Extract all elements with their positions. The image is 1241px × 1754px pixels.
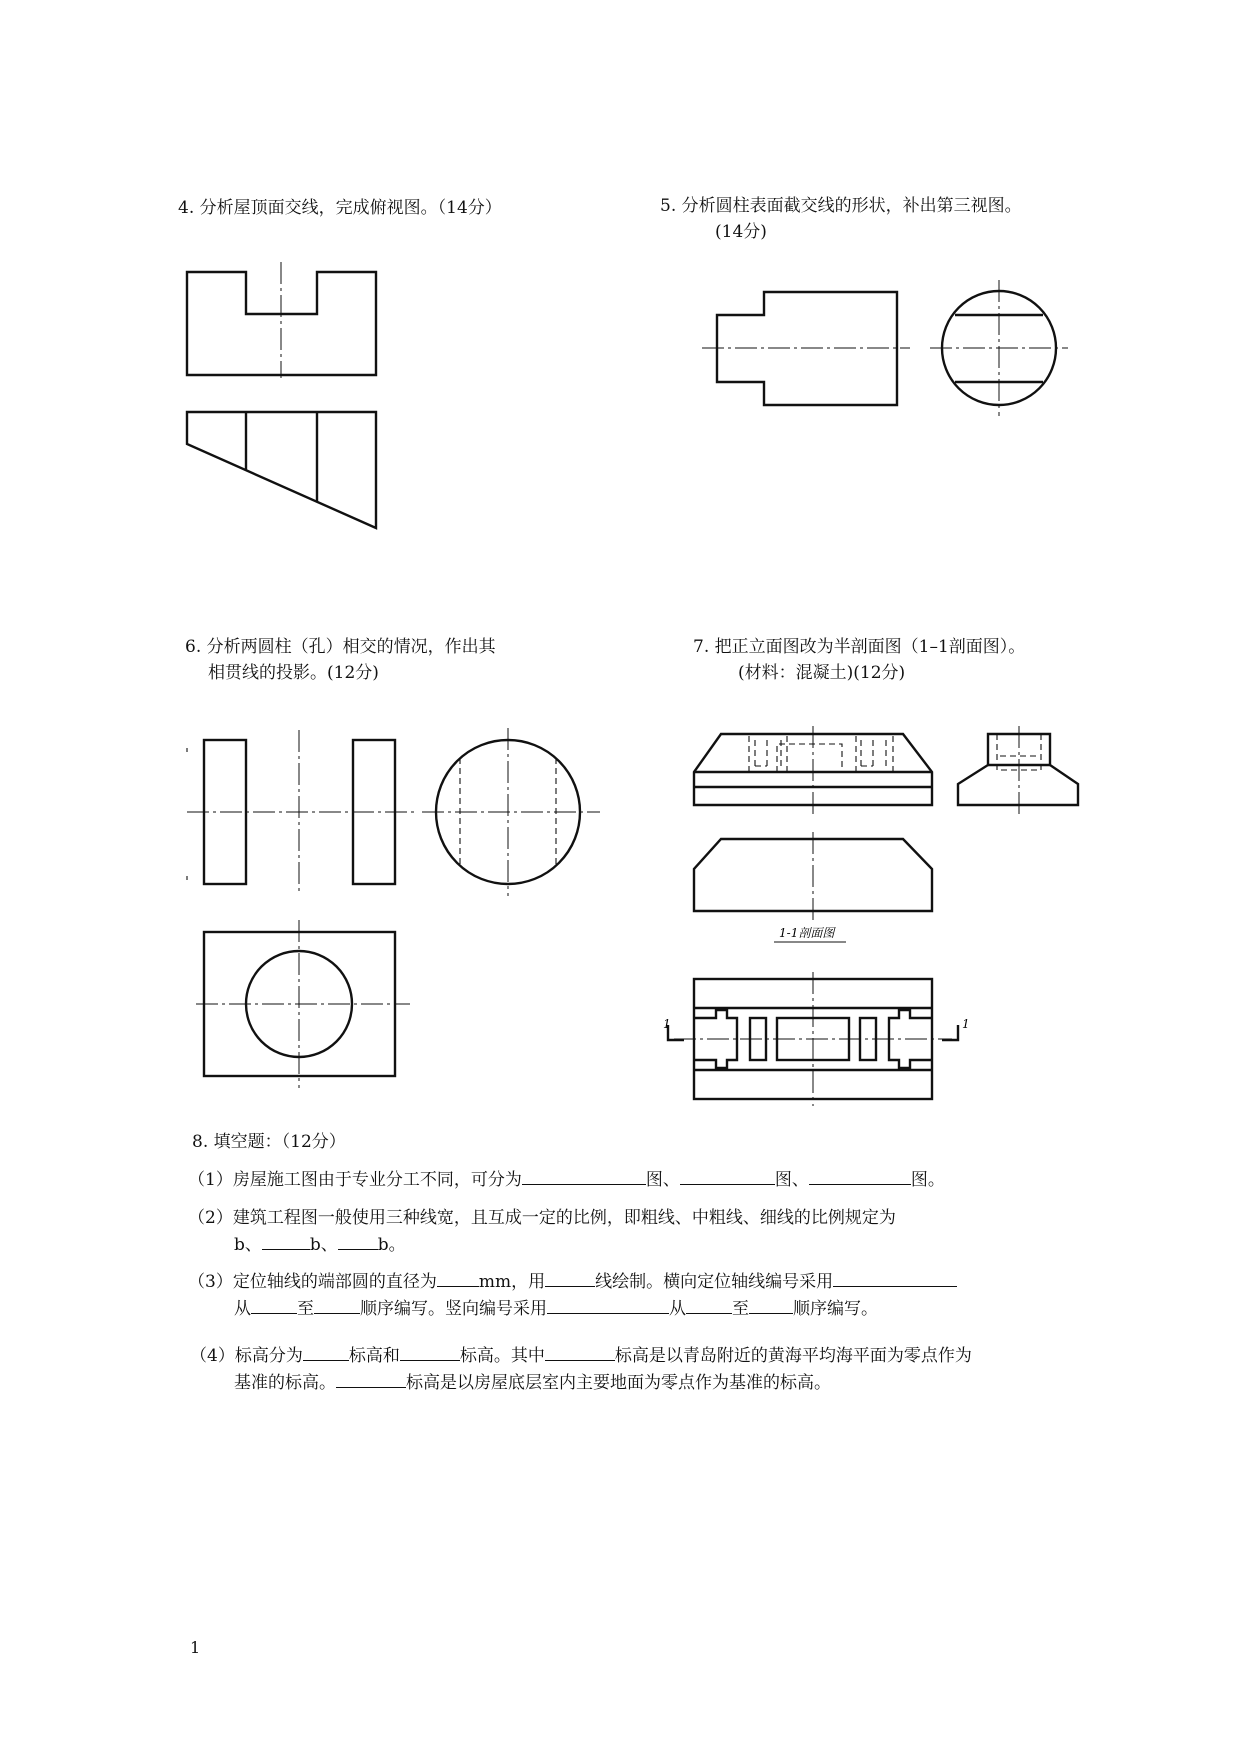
blank-line-type[interactable]: [545, 1268, 595, 1287]
blank-horizontal-to[interactable]: [314, 1295, 360, 1314]
fill-in-item-4-line1: [190, 1342, 972, 1369]
q5-side-view: [930, 280, 1068, 416]
item2-b2: b、: [309, 1235, 338, 1255]
blank-drawing-type-2[interactable]: [680, 1166, 775, 1185]
item4-p6: 标高是以房屋底层室内主要地面为零点作为基准的标高。: [406, 1373, 831, 1393]
q5-front-view: [702, 292, 910, 405]
item3-p3: 线绘制。横向定位轴线编号采用: [595, 1272, 834, 1292]
item3-p2: mm，用: [478, 1272, 546, 1292]
item1-suffix-1: 图、: [645, 1170, 680, 1190]
item3-p4: 从: [234, 1299, 251, 1319]
blank-elevation-type-2[interactable]: [400, 1342, 460, 1361]
blank-horizontal-numbering[interactable]: [833, 1268, 957, 1287]
fill-in-item-1: [188, 1166, 945, 1193]
blank-vertical-to[interactable]: [749, 1295, 793, 1314]
fill-in-item-2-line1: （2）建筑工程图一般使用三种线宽，且互成一定的比例，即粗线、中粗线、细线的比例规定为: [188, 1208, 896, 1228]
fill-in-item-2-line2: [234, 1231, 406, 1258]
item4-p4: 标高是以青岛附近的黄海平均海平面为零点作为: [614, 1346, 972, 1366]
cut-mark-left: 1: [663, 1017, 671, 1031]
item4-p3: 标高。其中: [459, 1346, 545, 1366]
question-5-line1: 5. 分析圆柱表面截交线的形状，补出第三视图。: [660, 196, 1022, 216]
item3-p1: （3）定位轴线的端部圆的直径为: [188, 1272, 437, 1292]
q6-top-view: [196, 920, 410, 1088]
fill-in-title: 8. 填空题：（12分）: [192, 1132, 346, 1152]
question-7-line1: 7. 把正立面图改为半剖面图（1–1剖面图）。: [693, 637, 1026, 657]
item2-b1: b、: [234, 1235, 262, 1255]
item2-b3: b。: [377, 1235, 406, 1255]
blank-elevation-type-1[interactable]: [303, 1342, 349, 1361]
blank-absolute-elevation[interactable]: [545, 1342, 615, 1361]
blank-horizontal-from[interactable]: [251, 1295, 297, 1314]
q4-front-view: [187, 262, 376, 378]
blank-drawing-type-3[interactable]: [809, 1166, 911, 1185]
blank-drawing-type-1[interactable]: [522, 1166, 646, 1185]
item3-p9: 顺序编写。: [793, 1299, 878, 1319]
fill-in-item-4-line2: [234, 1369, 831, 1396]
page-number: 1: [190, 1638, 201, 1657]
section-caption: 1-1剖面图: [779, 926, 835, 940]
q4-side-view: [187, 412, 376, 528]
q7-top-view: [668, 972, 958, 1106]
item4-p2: 标高和: [348, 1346, 400, 1366]
item1-prefix: （1）房屋施工图由于专业分工不同，可分为: [188, 1170, 522, 1190]
blank-ratio-1[interactable]: [262, 1231, 310, 1250]
q7-side-view: [958, 726, 1078, 815]
blank-vertical-numbering[interactable]: [547, 1295, 669, 1314]
q6-side-view: [422, 728, 600, 896]
q7-front-view: [694, 726, 932, 815]
fill-in-item-3-line1: [188, 1268, 957, 1295]
item1-suffix-2: 图、: [774, 1170, 809, 1190]
blank-vertical-from[interactable]: [686, 1295, 732, 1314]
item3-p8: 至: [732, 1299, 749, 1319]
cut-mark-right: 1: [962, 1017, 970, 1031]
item1-suffix-3: 图。: [910, 1170, 945, 1190]
q6-front-view: [187, 730, 415, 892]
item4-p5: 基准的标高。: [234, 1373, 336, 1393]
item4-p1: （4）标高分为: [190, 1346, 303, 1366]
question-6-line2: 相贯线的投影。(12分): [208, 663, 379, 683]
question-7-line2: (材料：混凝土)(12分): [738, 663, 906, 683]
question-6-line1: 6. 分析两圆柱（孔）相交的情况，作出其: [185, 637, 496, 657]
item3-p7: 从: [669, 1299, 686, 1319]
fill-in-item-3-line2: [234, 1295, 878, 1322]
item3-p5: 至: [297, 1299, 314, 1319]
question-5-line2: (14分): [715, 222, 767, 242]
item3-p6: 顺序编写。竖向编号采用: [360, 1299, 547, 1319]
blank-circle-diameter[interactable]: [437, 1268, 479, 1287]
question-4: 4. 分析屋顶面交线，完成俯视图。（14分）: [178, 198, 502, 218]
blank-ratio-2[interactable]: [338, 1231, 378, 1250]
blank-relative-elevation[interactable]: [336, 1369, 406, 1388]
